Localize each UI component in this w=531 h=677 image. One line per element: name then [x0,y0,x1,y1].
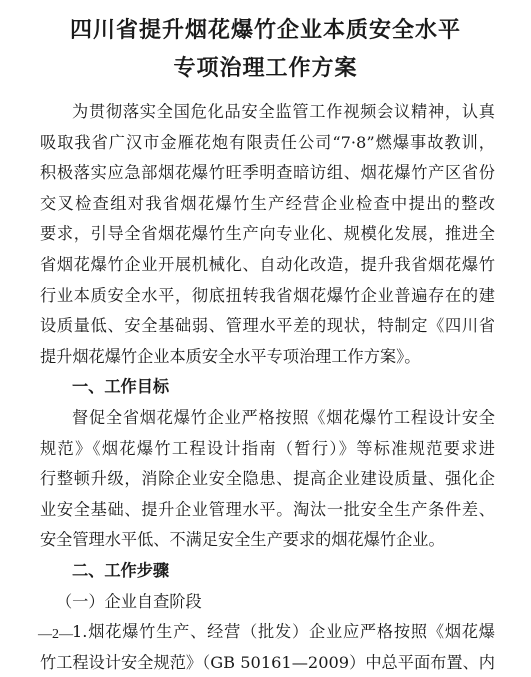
intro-line-9: 提升烟花爆竹企业本质安全水平专项治理工作方案》。 [40,346,421,366]
goals-line-1: 督促全省烟花爆竹企业严格按照《烟花爆竹工程设计安全 [72,408,495,427]
intro-line-7: 行业本质安全水平，彻底扭转我省烟花爆竹企业普遍存在的建 [40,285,495,305]
document-title-line-2: 专项治理工作方案 [173,55,358,81]
intro-line-3: 积极落实应急部烟花爆竹旺季明查暗访组、烟花爆竹产区省份 [40,163,495,183]
intro-line-2: 吸取我省广汉市金雁花炮有限责任公司“7·8”燃爆事故教训， [40,132,495,152]
goals-line-4: 业安全基础、提升企业管理水平。淘汰一批安全生产条件差、 [40,499,495,519]
document-title-line-1: 四川省提升烟花爆竹企业本质安全水平 [69,17,461,43]
self-check-line-1: 1.烟花爆竹生产、经营（批发）企业应严格按照《烟花爆 [72,622,495,642]
subsection-heading-self-check: （一）企业自查阶段 [56,591,202,611]
intro-line-4: 交叉检查组对我省烟花爆竹生产经营企业检查中提出的整改 [40,193,495,213]
self-check-line-2: 竹工程设计安全规范》（GB 50161—2009）中总平面布置、内 [40,652,495,672]
intro-line-6: 省烟花爆竹企业开展机械化、自动化改造，提升我省烟花爆竹 [40,255,495,274]
section-heading-goals: 一、工作目标 [72,377,170,397]
page-number: —2— [38,627,73,642]
goals-line-5: 安全管理水平低、不满足安全生产要求的烟花爆竹企业。 [40,530,445,550]
intro-line-8: 设质量低、安全基础弱、管理水平差的现状，特制定《四川省 [40,316,495,336]
intro-line-1: 为贯彻落实全国危化品安全监管工作视频会议精神，认真 [72,102,495,121]
goals-line-3: 行整顿升级，消除企业安全隐患、提高企业建设质量、强化企 [40,469,495,489]
goals-line-2: 规范》《烟花爆竹工程设计指南（暂行）》等标准规范要求进 [40,438,495,458]
intro-line-5: 要求，引导全省烟花爆竹生产向专业化、规模化发展，推进全 [40,224,495,244]
section-heading-steps: 二、工作步骤 [72,561,170,580]
